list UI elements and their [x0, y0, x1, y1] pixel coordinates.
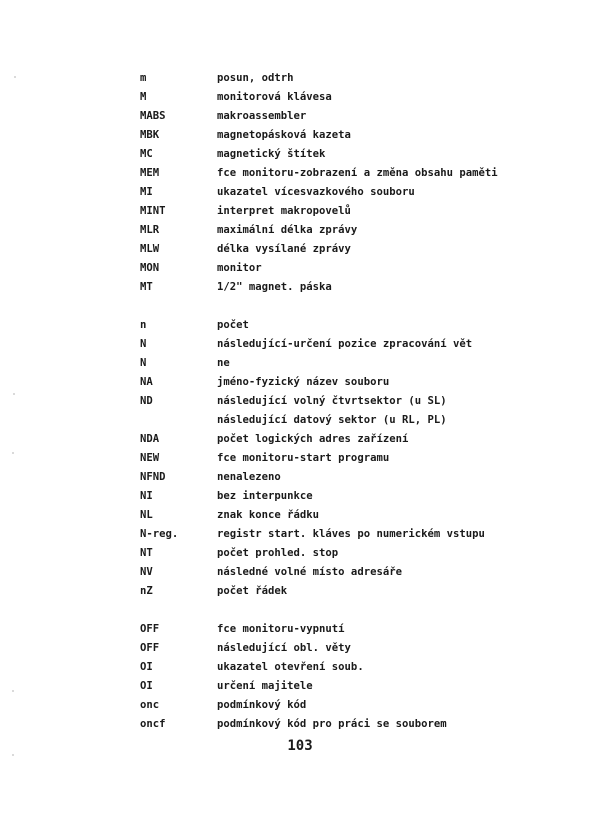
abbreviation-row — [140, 544, 580, 563]
abbreviation: N-reg. — [140, 528, 179, 540]
abbreviation: NDA — [140, 433, 160, 445]
abbreviation: MT — [140, 281, 153, 293]
abbreviation: n — [140, 319, 147, 331]
definition: magnetopásková kazeta — [217, 129, 351, 141]
abbreviation-row — [140, 525, 580, 544]
abbreviation: MLW — [140, 243, 160, 255]
abbreviation-row — [140, 202, 580, 221]
abbreviation-row — [140, 164, 580, 183]
abbreviation-row — [140, 411, 580, 430]
abbreviation: NI — [140, 490, 153, 502]
definition: určení majitele — [217, 680, 313, 692]
abbreviation-row — [140, 69, 580, 88]
abbreviation-row — [140, 221, 580, 240]
definition: fce monitoru-zobrazení a změna obsahu paměti — [217, 167, 498, 179]
definition: fce monitoru-vypnutí — [217, 623, 345, 635]
scan-speck — [13, 393, 15, 395]
abbreviation-row — [140, 487, 580, 506]
abbreviation — [140, 411, 217, 430]
abbreviation: OFF — [140, 642, 160, 654]
scan-speck — [12, 754, 14, 756]
abbreviation: NV — [140, 566, 153, 578]
abbreviation-row — [140, 316, 580, 335]
definition: registr start. kláves po numerickém vstupu — [217, 528, 485, 540]
abbreviation-row — [140, 278, 580, 297]
definition: počet řádek — [217, 585, 288, 597]
definition: znak konce řádku — [217, 509, 320, 521]
abbreviation: m — [140, 72, 147, 84]
definition: monitorová klávesa — [217, 91, 332, 103]
abbreviation-row — [140, 430, 580, 449]
abbreviation-row — [140, 468, 580, 487]
abbreviation-row — [140, 373, 580, 392]
abbreviation-row — [140, 639, 580, 658]
abbreviation: NT — [140, 547, 153, 559]
abbreviation: MINT — [140, 205, 166, 217]
group-spacer — [140, 297, 580, 316]
definition: jméno-fyzický název souboru — [217, 376, 390, 388]
abbreviation: NEW — [140, 452, 160, 464]
definition: nenalezeno — [217, 471, 281, 483]
abbreviation: MEM — [140, 167, 160, 179]
scan-speck — [14, 76, 16, 78]
definition: makroassembler — [217, 110, 307, 122]
abbreviation: MI — [140, 186, 153, 198]
definition: následující datový sektor (u RL, PL) — [217, 414, 447, 426]
page-number: 103 — [287, 738, 313, 754]
definition: následující obl. věty — [217, 642, 351, 654]
definition: podmínkový kód — [217, 699, 307, 711]
abbreviation-row — [140, 506, 580, 525]
abbreviation: M — [140, 91, 147, 103]
abbreviation-row — [140, 335, 580, 354]
scan-speck — [12, 452, 14, 454]
abbreviation-row — [140, 658, 580, 677]
abbreviation: OI — [140, 661, 153, 673]
definition: ukazatel vícesvazkového souboru — [217, 186, 415, 198]
abbreviation-row — [140, 449, 580, 468]
abbreviation-row — [140, 696, 580, 715]
abbreviation: OFF — [140, 623, 160, 635]
abbreviation: oncf — [140, 718, 166, 730]
abbreviation: MABS — [140, 110, 166, 122]
abbreviation-row — [140, 582, 580, 601]
abbreviation: nZ — [140, 585, 153, 597]
definition: interpret makropovelů — [217, 205, 351, 217]
definition: magnetický štítek — [217, 148, 326, 160]
abbreviation-list — [140, 69, 580, 734]
abbreviation: NA — [140, 376, 153, 388]
abbreviation-row — [140, 145, 580, 164]
abbreviation-row — [140, 107, 580, 126]
abbreviation: MC — [140, 148, 153, 160]
abbreviation-row — [140, 259, 580, 278]
definition: následující-určení pozice zpracování vět — [217, 338, 473, 350]
definition: následující volný čtvrtsektor (u SL) — [217, 395, 447, 407]
definition: monitor — [217, 262, 262, 274]
scan-speck — [12, 690, 14, 692]
abbreviation-row — [140, 677, 580, 696]
definition: fce monitoru-start programu — [217, 452, 390, 464]
abbreviation: N — [140, 357, 147, 369]
abbreviation: MON — [140, 262, 160, 274]
abbreviation: NL — [140, 509, 153, 521]
definition: ne — [217, 357, 230, 369]
definition: následné volné místo adresáře — [217, 566, 402, 578]
definition: podmínkový kód pro práci se souborem — [217, 718, 447, 730]
definition: posun, odtrh — [217, 72, 294, 84]
abbreviation-row — [140, 354, 580, 373]
definition: 1/2" magnet. páska — [217, 281, 332, 293]
abbreviation: NFND — [140, 471, 166, 483]
abbreviation-row — [140, 88, 580, 107]
abbreviation: ND — [140, 395, 153, 407]
abbreviation: OI — [140, 680, 153, 692]
abbreviation-row — [140, 126, 580, 145]
abbreviation: N — [140, 338, 147, 350]
abbreviation-row — [140, 620, 580, 639]
definition: ukazatel otevření soub. — [217, 661, 364, 673]
definition: bez interpunkce — [217, 490, 313, 502]
abbreviation-row — [140, 183, 580, 202]
abbreviation: MLR — [140, 224, 160, 236]
definition: počet prohled. stop — [217, 547, 339, 559]
definition: maximální délka zprávy — [217, 224, 358, 236]
definition: počet — [217, 319, 249, 331]
abbreviation: onc — [140, 699, 160, 711]
abbreviation-row — [140, 715, 580, 734]
definition: počet logických adres zařízení — [217, 433, 409, 445]
abbreviation-row — [140, 392, 580, 411]
group-spacer — [140, 601, 580, 620]
abbreviation: MBK — [140, 129, 160, 141]
abbreviation-row — [140, 240, 580, 259]
abbreviation-row — [140, 563, 580, 582]
definition: délka vysílané zprávy — [217, 243, 351, 255]
